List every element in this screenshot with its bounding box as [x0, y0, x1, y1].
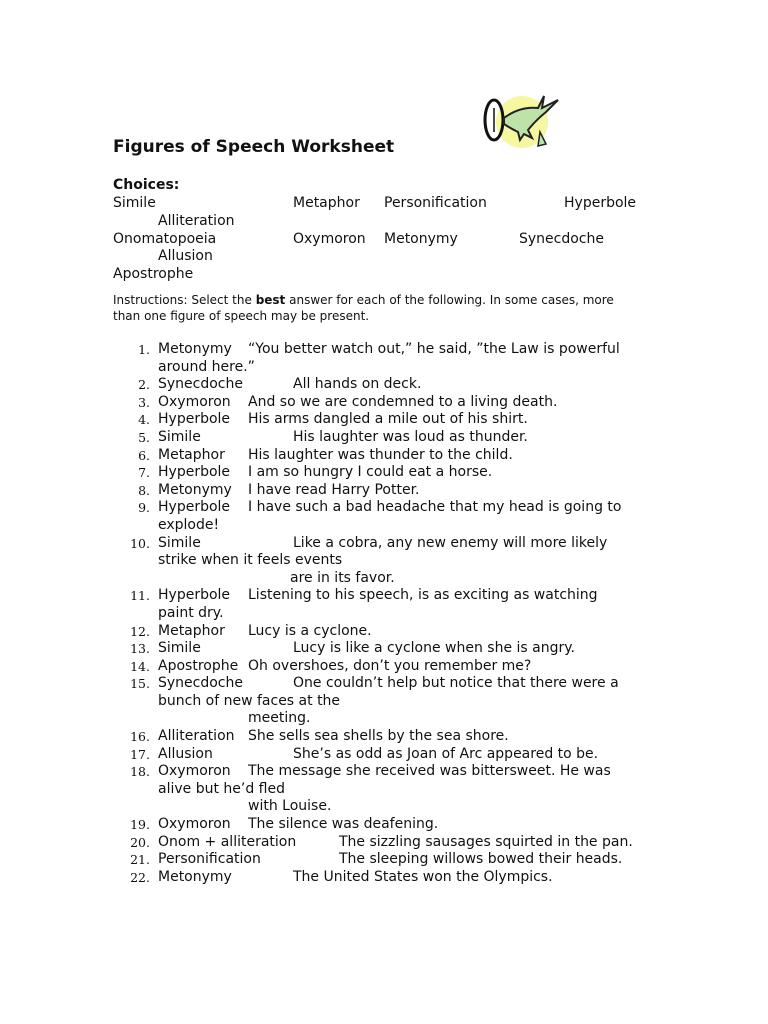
list-item: 4. Hyperbole His arms dangled a mile out of his shirt. [138, 411, 528, 428]
list-item: 3. Oxymoron And so we are condemned to a living death. [138, 393, 558, 410]
list-item: 1. Metonymy “You better watch out,” he said, ”the Law is powerful [138, 341, 620, 357]
figure-clipart-icon [480, 88, 564, 154]
list-item: 15. Synecdoche One couldn’t help but notice that there were a [130, 675, 619, 692]
list-item-continuation: with Louise. [248, 798, 332, 815]
list-item: 11. Hyperbole Listening to his speech, is as exciting as watching [130, 587, 598, 604]
list-item: 7. Hyperbole I am so hungry I could eat a horse. [138, 464, 493, 481]
worksheet-title: Figures of Speech Worksheet [113, 137, 395, 157]
list-item: 22. Metonymy The United States won the Olympics. [130, 868, 553, 885]
list-item: 16. Alliteration She sells sea shells by the sea shore. [130, 728, 509, 745]
list-item: 9. Hyperbole I have such a bad headache that my head is going to [138, 499, 622, 516]
choice-hyperbole: Hyperbole [564, 195, 637, 211]
list-item-continuation: are in its favor. [290, 569, 395, 586]
choice-onomatopoeia: Onomatopoeia [113, 231, 217, 247]
list-item: 5. Simile His laughter was loud as thunder. [138, 428, 528, 445]
list-item: 19. Oxymoron The silence was deafening. [130, 816, 439, 833]
choice-alliteration: Alliteration [158, 213, 235, 229]
choice-apostrophe: Apostrophe [113, 266, 194, 282]
choice-metaphor: Metaphor [293, 195, 360, 211]
list-item-continuation: alive but he’d fled [158, 780, 285, 797]
list-item: 10. Simile Like a cobra, any new enemy will more likely [130, 534, 608, 551]
list-item: 12. Metaphor Lucy is a cyclone. [130, 622, 372, 639]
list-item: 13. Simile Lucy is like a cyclone when she is angry. [130, 640, 576, 657]
list-item-continuation: bunch of new faces at the [158, 692, 341, 709]
choices-label: Choices: [113, 177, 180, 193]
list-item: 18. Oxymoron The message she received was bittersweet. He was [130, 763, 611, 780]
choice-allusion: Allusion [158, 248, 213, 264]
list-item: 17. Allusion She’s as odd as Joan of Arc appeared to be. [130, 745, 599, 762]
list-item-continuation: paint dry. [158, 604, 224, 621]
list-item-continuation: meeting. [248, 710, 311, 727]
list-item: 8. Metonymy I have read Harry Potter. [138, 481, 420, 498]
list-item-continuation: strike when it feels events [158, 552, 343, 569]
choice-personification: Personification [384, 195, 487, 211]
instructions: Instructions: Select the best answer for each of the following. In some cases, more than one figure of speech may be present. [113, 293, 614, 323]
list-item: 2. Synecdoche All hands on deck. [138, 376, 422, 393]
list-item: 14. Apostrophe Oh overshoes, don’t you remember me? [130, 657, 532, 674]
answer-list [0, 341, 768, 886]
choice-synecdoche: Synecdoche [519, 231, 604, 247]
choice-oxymoron: Oxymoron [293, 231, 366, 247]
list-item-continuation: explode! [158, 516, 220, 533]
list-item: 20. Onom + alliteration The sizzling sausages squirted in the pan. [130, 833, 633, 850]
list-item-continuation: around here.” [158, 358, 255, 375]
choice-simile: Simile [113, 195, 156, 211]
list-item: 6. Metaphor His laughter was thunder to the child. [138, 446, 513, 463]
list-item: 21. Personification The sleeping willows bowed their heads. [130, 851, 623, 868]
choice-metonymy: Metonymy [384, 231, 458, 247]
